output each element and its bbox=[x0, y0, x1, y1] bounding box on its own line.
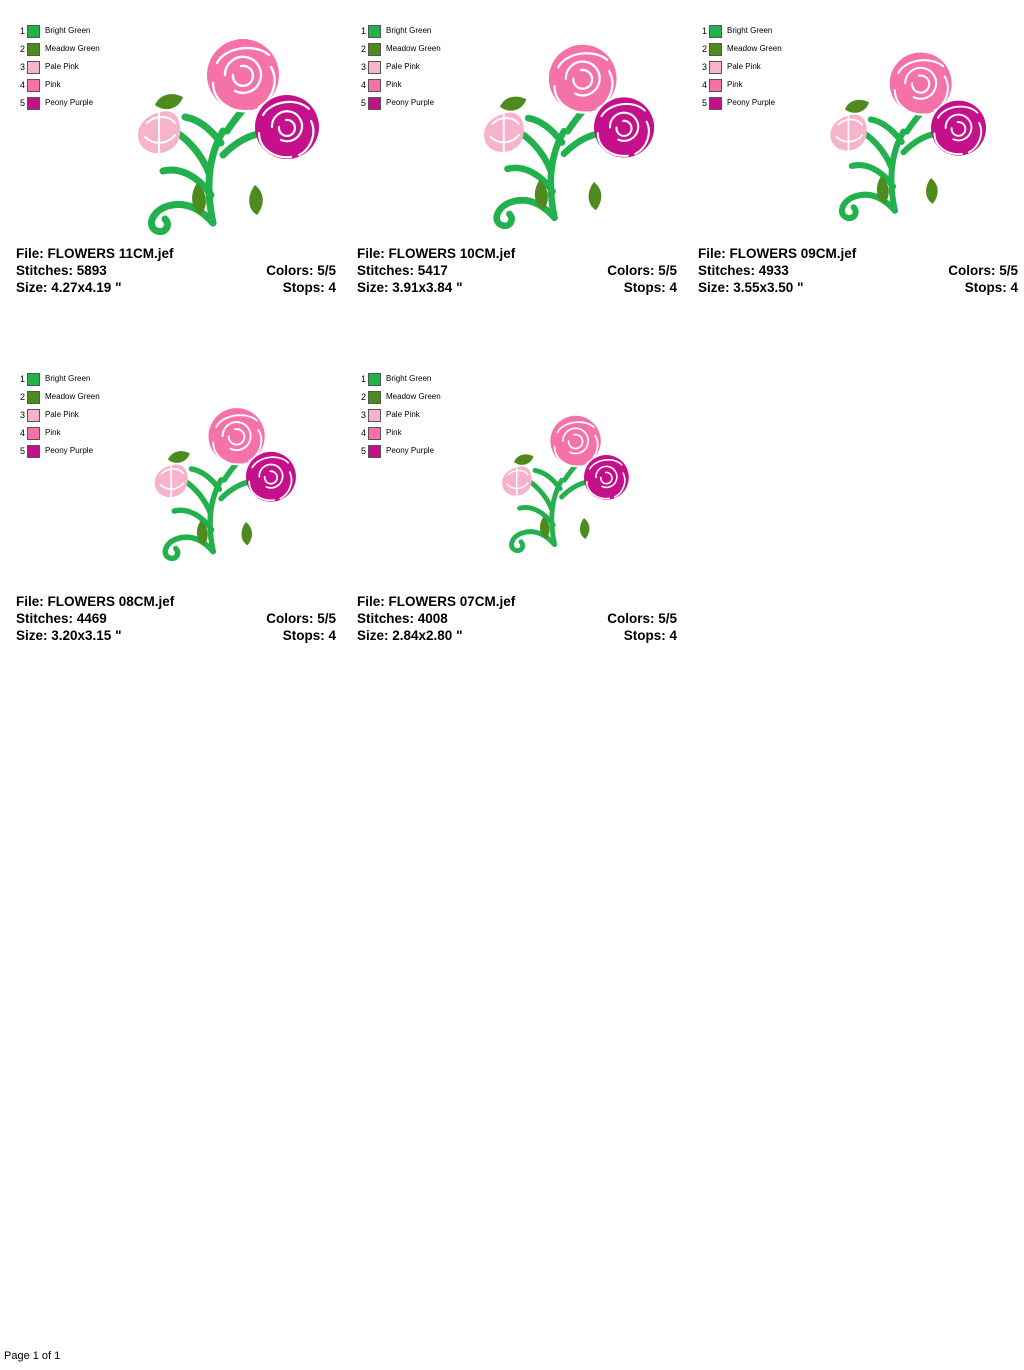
design-stops: Stops: 4 bbox=[964, 280, 1018, 295]
legend-color-label: Pink bbox=[386, 80, 402, 89]
design-colors: Colors: 5/5 bbox=[266, 263, 336, 278]
legend-row bbox=[698, 76, 818, 94]
legend-index: 4 bbox=[19, 428, 25, 438]
legend-index: 3 bbox=[701, 62, 707, 72]
design-stops: Stops: 4 bbox=[623, 628, 677, 643]
legend-row bbox=[357, 406, 477, 424]
design-size: Size: 2.84x2.80 " bbox=[357, 628, 463, 643]
legend-color-label: Pale Pink bbox=[45, 410, 79, 419]
design-info-row bbox=[16, 245, 336, 262]
design-info bbox=[357, 245, 677, 296]
design-file-name: File: FLOWERS 08CM.jef bbox=[16, 594, 175, 609]
legend-index: 5 bbox=[360, 446, 366, 456]
legend-color-swatch bbox=[27, 97, 40, 110]
design-info-row bbox=[357, 627, 677, 644]
design-stops: Stops: 4 bbox=[623, 280, 677, 295]
legend-color-swatch bbox=[709, 25, 722, 38]
legend-row bbox=[16, 388, 136, 406]
design-file-name: File: FLOWERS 11CM.jef bbox=[16, 246, 174, 261]
legend-index: 3 bbox=[19, 62, 25, 72]
design-cell bbox=[682, 0, 1023, 320]
design-size: Size: 4.27x4.19 " bbox=[16, 280, 122, 295]
legend-index: 5 bbox=[19, 98, 25, 108]
embroidery-design-image bbox=[479, 413, 633, 553]
legend-row bbox=[357, 388, 477, 406]
legend-color-swatch bbox=[709, 61, 722, 74]
legend-color-swatch bbox=[368, 409, 381, 422]
embroidery-design-image bbox=[105, 35, 325, 235]
legend-index: 1 bbox=[19, 26, 25, 36]
design-cell bbox=[0, 0, 341, 320]
legend-index: 4 bbox=[19, 80, 25, 90]
legend-color-label: Peony Purple bbox=[45, 98, 94, 107]
legend-index: 3 bbox=[360, 62, 366, 72]
legend-color-label: Bright Green bbox=[386, 26, 432, 35]
legend-row bbox=[357, 370, 477, 388]
legend-row bbox=[698, 94, 818, 112]
design-cell bbox=[341, 0, 682, 320]
legend-row bbox=[698, 22, 818, 40]
legend-color-label: Meadow Green bbox=[386, 392, 441, 401]
legend-color-label: Meadow Green bbox=[727, 44, 782, 53]
legend-color-label: Meadow Green bbox=[45, 392, 100, 401]
legend-color-swatch bbox=[709, 79, 722, 92]
legend-color-swatch bbox=[368, 97, 381, 110]
legend-color-swatch bbox=[368, 43, 381, 56]
legend-color-label: Pink bbox=[386, 428, 402, 437]
legend-row bbox=[16, 370, 136, 388]
legend-color-swatch bbox=[27, 409, 40, 422]
legend-color-swatch bbox=[27, 445, 40, 458]
design-stops: Stops: 4 bbox=[282, 628, 336, 643]
design-cell bbox=[341, 348, 682, 668]
legend-color-label: Pink bbox=[727, 80, 743, 89]
legend-color-swatch bbox=[368, 79, 381, 92]
color-legend bbox=[16, 370, 136, 460]
legend-index: 2 bbox=[360, 392, 366, 402]
design-info-row bbox=[16, 262, 336, 279]
legend-index: 4 bbox=[701, 80, 707, 90]
design-info-row bbox=[698, 279, 1018, 296]
legend-index: 5 bbox=[19, 446, 25, 456]
legend-index: 1 bbox=[19, 374, 25, 384]
legend-index: 1 bbox=[360, 374, 366, 384]
design-colors: Colors: 5/5 bbox=[266, 611, 336, 626]
legend-color-label: Bright Green bbox=[45, 26, 91, 35]
color-legend bbox=[357, 370, 477, 460]
legend-color-label: Peony Purple bbox=[386, 98, 435, 107]
legend-color-label: Pale Pink bbox=[727, 62, 761, 71]
legend-row bbox=[357, 22, 477, 40]
design-stitch-count: Stitches: 4008 bbox=[357, 611, 448, 626]
legend-index: 4 bbox=[360, 428, 366, 438]
design-info-row bbox=[357, 245, 677, 262]
legend-color-swatch bbox=[27, 61, 40, 74]
legend-color-swatch bbox=[27, 43, 40, 56]
legend-color-label: Pale Pink bbox=[386, 62, 420, 71]
embroidery-design-image bbox=[802, 49, 991, 221]
legend-color-swatch bbox=[27, 373, 40, 386]
design-stitch-count: Stitches: 5893 bbox=[16, 263, 107, 278]
legend-index: 1 bbox=[360, 26, 366, 36]
design-info-row bbox=[357, 279, 677, 296]
legend-color-label: Pale Pink bbox=[45, 62, 79, 71]
design-preview bbox=[0, 348, 341, 593]
legend-row bbox=[357, 442, 477, 460]
legend-index: 2 bbox=[701, 44, 707, 54]
design-preview bbox=[682, 0, 1023, 245]
design-info-row bbox=[357, 593, 677, 610]
legend-index: 5 bbox=[701, 98, 707, 108]
design-preview bbox=[341, 0, 682, 245]
design-info-row bbox=[357, 262, 677, 279]
design-size: Size: 3.20x3.15 " bbox=[16, 628, 122, 643]
design-file-name: File: FLOWERS 10CM.jef bbox=[357, 246, 516, 261]
legend-color-label: Meadow Green bbox=[45, 44, 100, 53]
legend-row bbox=[16, 424, 136, 442]
legend-color-label: Bright Green bbox=[45, 374, 91, 383]
legend-index: 3 bbox=[19, 410, 25, 420]
legend-color-label: Peony Purple bbox=[45, 446, 94, 455]
legend-row bbox=[16, 442, 136, 460]
design-info-row bbox=[16, 593, 336, 610]
legend-color-swatch bbox=[368, 391, 381, 404]
design-info-row bbox=[698, 245, 1018, 262]
design-colors: Colors: 5/5 bbox=[607, 263, 677, 278]
legend-index: 3 bbox=[360, 410, 366, 420]
design-size: Size: 3.91x3.84 " bbox=[357, 280, 463, 295]
design-colors: Colors: 5/5 bbox=[948, 263, 1018, 278]
legend-color-label: Pink bbox=[45, 428, 61, 437]
legend-color-label: Meadow Green bbox=[386, 44, 441, 53]
design-info-row bbox=[357, 610, 677, 627]
design-colors: Colors: 5/5 bbox=[607, 611, 677, 626]
legend-color-swatch bbox=[27, 25, 40, 38]
legend-color-swatch bbox=[709, 97, 722, 110]
legend-row bbox=[357, 424, 477, 442]
legend-row bbox=[698, 40, 818, 58]
design-info-row bbox=[698, 262, 1018, 279]
design-preview bbox=[341, 348, 682, 593]
legend-color-label: Pink bbox=[45, 80, 61, 89]
design-cell bbox=[0, 348, 341, 668]
design-preview bbox=[0, 0, 341, 245]
legend-index: 2 bbox=[19, 44, 25, 54]
legend-color-swatch bbox=[368, 373, 381, 386]
page-footer: Page 1 of 1 bbox=[4, 1350, 61, 1362]
embroidery-design-image bbox=[453, 41, 660, 229]
legend-color-label: Bright Green bbox=[386, 374, 432, 383]
legend-color-swatch bbox=[27, 391, 40, 404]
design-stitch-count: Stitches: 4469 bbox=[16, 611, 107, 626]
legend-color-swatch bbox=[368, 61, 381, 74]
legend-color-swatch bbox=[709, 43, 722, 56]
design-file-name: File: FLOWERS 07CM.jef bbox=[357, 594, 516, 609]
legend-row bbox=[16, 406, 136, 424]
legend-color-label: Pale Pink bbox=[386, 410, 420, 419]
legend-color-label: Bright Green bbox=[727, 26, 773, 35]
legend-color-swatch bbox=[368, 427, 381, 440]
legend-color-swatch bbox=[368, 25, 381, 38]
legend-index: 4 bbox=[360, 80, 366, 90]
legend-index: 5 bbox=[360, 98, 366, 108]
design-info bbox=[16, 245, 336, 296]
legend-color-swatch bbox=[27, 427, 40, 440]
legend-row bbox=[698, 58, 818, 76]
design-file-name: File: FLOWERS 09CM.jef bbox=[698, 246, 857, 261]
design-info bbox=[357, 593, 677, 644]
legend-color-swatch bbox=[368, 445, 381, 458]
design-info-row bbox=[16, 627, 336, 644]
design-stitch-count: Stitches: 4933 bbox=[698, 263, 789, 278]
design-info-row bbox=[16, 610, 336, 627]
design-info bbox=[16, 593, 336, 644]
legend-index: 2 bbox=[19, 392, 25, 402]
embroidery-design-image bbox=[129, 405, 301, 561]
legend-color-swatch bbox=[27, 79, 40, 92]
legend-index: 2 bbox=[360, 44, 366, 54]
color-legend bbox=[698, 22, 818, 112]
design-size: Size: 3.55x3.50 " bbox=[698, 280, 804, 295]
legend-color-label: Peony Purple bbox=[727, 98, 776, 107]
design-info-row bbox=[16, 279, 336, 296]
design-info bbox=[698, 245, 1018, 296]
legend-color-label: Peony Purple bbox=[386, 446, 435, 455]
design-stitch-count: Stitches: 5417 bbox=[357, 263, 448, 278]
design-stops: Stops: 4 bbox=[282, 280, 336, 295]
legend-index: 1 bbox=[701, 26, 707, 36]
